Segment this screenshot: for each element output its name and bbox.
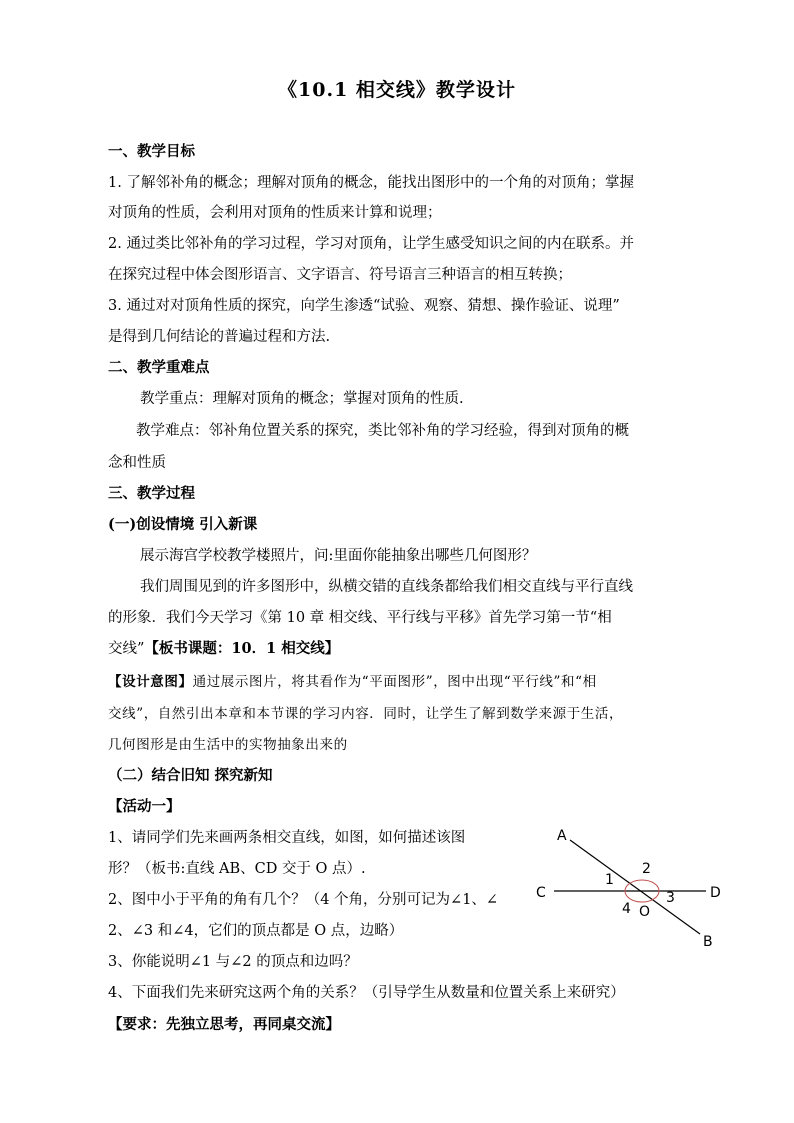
objective-line: 3. 通过对对顶角性质的探究，向学生渗透“试验、观察、猜想、操作验证、说理” bbox=[108, 298, 620, 314]
question-line: 1、请同学们先来画两条相交直线，如图，如何描述该图 bbox=[108, 830, 466, 846]
point-label-a: A bbox=[557, 828, 567, 844]
paragraph-line: 的形象．我们今天学习《第 10 章 相交线、平行线与平移》首先学习第一节“相 bbox=[108, 610, 612, 626]
paragraph-text: 交线” bbox=[108, 641, 145, 657]
design-intent-line bbox=[108, 672, 688, 692]
design-intent-line: 交线”，自然引出本章和本节课的学习内容．同时，让学生了解到数学来源于生活， bbox=[108, 706, 624, 722]
document-title: 《10.1 相交线》教学设计 bbox=[278, 79, 516, 101]
objective-line: 2. 通过类比邻补角的学习过程，学习对顶角，让学生感受知识之间的内在联系。并 bbox=[108, 236, 634, 252]
paragraph-line bbox=[108, 639, 688, 659]
point-label-c: C bbox=[536, 885, 546, 901]
question-line: 3、你能说明∠1 与∠2 的顶点和边吗？ bbox=[108, 954, 358, 970]
design-intent-label: 【设计意图】 bbox=[108, 674, 193, 690]
subsection-heading-explore: （二）结合旧知 探究新知 bbox=[108, 767, 273, 784]
objective-line: 在探究过程中体会图形语言、文字语言、符号语言三种语言的相互转换； bbox=[108, 267, 572, 283]
angle-label-4: 4 bbox=[622, 901, 631, 917]
paragraph-line: 我们周围见到的许多图形中，纵横交错的直线条都给我们相交直线与平行直线 bbox=[140, 579, 633, 595]
angle-label-2: 2 bbox=[642, 861, 651, 877]
requirement-note: 【要求：先独立思考，再同桌交流】 bbox=[108, 1016, 340, 1033]
objective-line: 对顶角的性质，会利用对顶角的性质来计算和说理； bbox=[108, 205, 442, 221]
design-intent-line: 几何图形是由生活中的实物抽象出来的 bbox=[108, 737, 348, 753]
question-line: 2、∠3 和∠4，它们的顶点都是 O 点，边略） bbox=[108, 923, 404, 939]
paragraph-line: 展示海宫学校教学楼照片，问:里面你能抽象出哪些几何图形？ bbox=[140, 548, 537, 564]
design-intent-text: 通过展示图片，将其看作为“平面图形”，图中出现“平行线”和“相 bbox=[192, 674, 597, 690]
subsection-heading-intro: (一)创设情境 引入新课 bbox=[108, 516, 258, 533]
objective-line: 是得到几何结论的普遍过程和方法. bbox=[108, 329, 331, 345]
point-label-d: D bbox=[710, 885, 721, 901]
angle-label-3: 3 bbox=[666, 890, 675, 906]
section-heading-process: 三、教学过程 bbox=[108, 485, 195, 502]
question-line: 形？（板书:直线 AB、CD 交于 O 点）. bbox=[108, 861, 366, 877]
section-heading-key-points: 二、教学重难点 bbox=[108, 359, 210, 376]
question-line: 2、图中小于平角的角有几个？（4 个角，分别可记为∠1、∠ bbox=[108, 892, 499, 908]
teaching-difficulty-continued: 念和性质 bbox=[108, 455, 166, 471]
teaching-focus: 教学重点：理解对顶角的概念；掌握对顶角的性质. bbox=[140, 391, 464, 407]
intersecting-lines-diagram bbox=[528, 822, 728, 950]
point-label-o: O bbox=[639, 904, 651, 920]
line-ab bbox=[570, 840, 700, 934]
section-heading-objectives: 一、教学目标 bbox=[108, 143, 195, 160]
activity-label: 【活动一】 bbox=[108, 798, 181, 815]
board-title-note: 【板书课题：10．1 相交线】 bbox=[144, 640, 340, 657]
teaching-difficulty: 教学难点：邻补角位置关系的探究，类比邻补角的学习经验，得到对顶角的概 bbox=[136, 423, 629, 439]
objective-line: 1. 了解邻补角的概念；理解对顶角的概念，能找出图形中的一个角的对顶角；掌握 bbox=[108, 175, 634, 191]
question-line: 4、下面我们先来研究这两个角的关系？（引导学生从数量和位置关系上来研究） bbox=[108, 985, 625, 1001]
point-label-b: B bbox=[703, 934, 713, 950]
angle-label-1: 1 bbox=[605, 872, 614, 888]
